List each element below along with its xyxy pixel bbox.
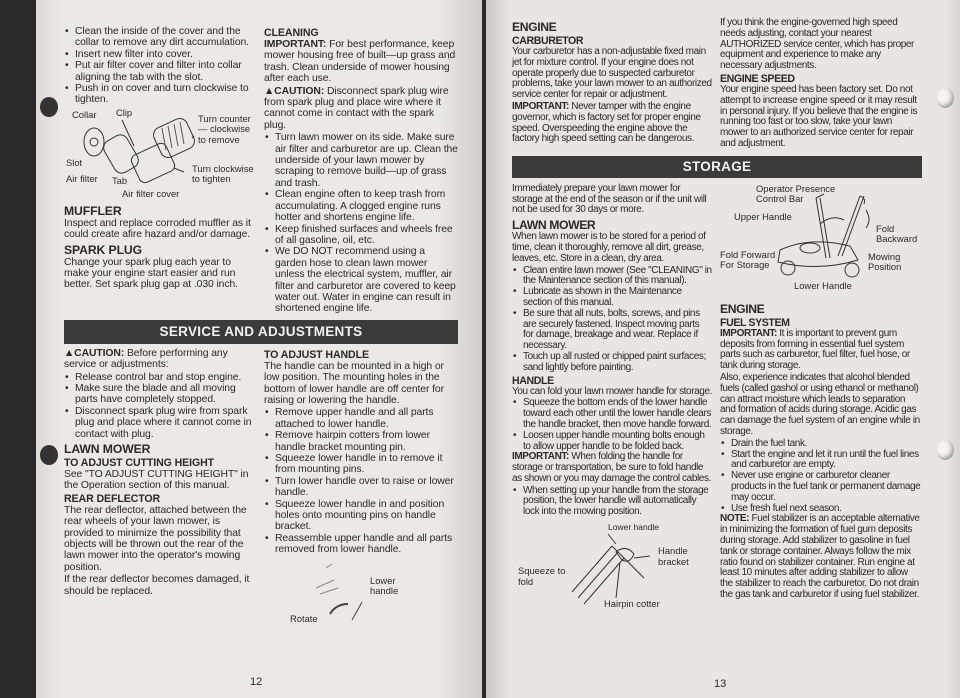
text: Make sure the blade and all moving parts have completely stopped. — [75, 382, 236, 406]
section-heading — [64, 493, 256, 505]
paragraph — [720, 514, 922, 600]
section-heading — [512, 20, 712, 34]
left-bottom-row — [64, 348, 458, 628]
section-heading — [64, 457, 256, 469]
label-fold-forward: Fold Forward For Storage — [720, 248, 776, 271]
text: FUEL SYSTEM — [720, 316, 790, 329]
text: LAWN MOWER — [512, 218, 596, 233]
bullet-item — [720, 471, 922, 503]
bullet-item — [264, 407, 458, 430]
text: Turn lawn mower on its side. Make sure air filter and carburetor are up. Clean the underside of your lawn mower by scraping to remove build—up of grass and trash. — [275, 132, 458, 189]
paragraph — [64, 469, 256, 492]
text: Lubricate as shown in the Maintenance section of this manual. — [523, 286, 682, 308]
text: Never use engine or carburetor cleaner products in the fuel tank or permanent damage may occur. — [731, 470, 921, 503]
text: Insert new filter into cover. — [75, 48, 193, 60]
right-top-row — [512, 18, 922, 151]
label-lower-handle: Lower handle — [370, 574, 399, 597]
label-air-filter: Air filter — [66, 172, 98, 184]
callout-label: NOTE: — [720, 513, 750, 525]
label-lower-handle: Lower handle — [608, 522, 660, 533]
text: Squeeze lower handle in and position holes onto mounting pins on handle bracket. — [275, 498, 445, 533]
label-fold-backward: Fold Backward — [876, 222, 918, 245]
text: Clean entire lawn mower (See "CLEANING" in the Maintenance section of this manual). — [523, 264, 712, 287]
text: Start the engine and let it run until the fuel lines and carburetor are empty. — [731, 448, 919, 471]
text: If the rear deflector becomes damaged, it should be replaced. — [64, 574, 250, 597]
text: REAR DEFLECTOR — [64, 492, 161, 505]
bullet-item — [64, 372, 256, 383]
text: ENGINE — [512, 20, 557, 34]
text: Keep finished surfaces and wheels free of all gasoline, oil, etc. — [275, 223, 453, 246]
right-page-content — [512, 18, 922, 610]
section-heading — [64, 442, 256, 456]
text: Inspect and replace corroded muffler as it could create afire hazard and/or damage. — [64, 217, 251, 241]
label-handle-bracket: Handle bracket — [658, 545, 689, 567]
text: Drain the fuel tank. — [731, 437, 807, 449]
label-squeeze-to-fold: Squeeze to fold — [518, 565, 566, 587]
paragraph — [64, 574, 256, 597]
text: The rear deflector, attached between the rear wheels of your lawn mower, is provided to minimize the possibility that objects will be thrown out the rear of the lawn mower into the operator's mowing position. — [64, 504, 247, 573]
label-hairpin-cotter: Hairpin cotter — [604, 598, 660, 610]
text: Put air filter cover and filter into collar aligning the tab with the slot. — [75, 60, 242, 83]
column-engine-speed — [720, 18, 922, 151]
callout-label: ▲CAUTION: — [64, 347, 125, 359]
column-caution-lawn-mower — [64, 348, 256, 598]
text: ENGINE — [720, 301, 765, 316]
paragraph — [264, 39, 458, 85]
text: Fuel stabilizer is an acceptable alternative in minimizing the formation of fuel gum deposits during storage. Add stabilizer to gasoline in fuel tank or storage container. Always follow the mix ratio found on stabilizer container. Run engine at least 10 minutes after adding stabilizer to allow the stabilizer to reach the carburetor. Do not drain the gas tank and carburetor if using fuel stabilizer. — [720, 513, 920, 600]
text: ENGINE SPEED — [720, 72, 795, 85]
paragraph — [264, 86, 458, 132]
column-muffler-sparkplug — [64, 202, 256, 292]
text: CLEANING — [264, 27, 319, 39]
label-turn-clockwise: Turn clockwise to tighten — [192, 162, 254, 185]
text: Clean engine often to keep trash from accumulating. A clogged engine runs hotter and shortens engine life. — [275, 189, 446, 224]
callout-label: IMPORTANT: — [512, 100, 569, 112]
bullet-item — [512, 309, 712, 352]
callout-label: IMPORTANT: — [720, 327, 777, 339]
text: Never tamper with the engine governor, which is factory set for proper engine speed. Overspeeding the engine above the factory high speed setting can be dangerous. — [512, 100, 701, 145]
column-fuel-system — [720, 300, 922, 602]
right-column-4 — [720, 184, 922, 602]
callout-label: ▲CAUTION: — [264, 85, 325, 97]
bullet-item — [512, 287, 712, 309]
mower-diagram — [720, 184, 922, 294]
text: Your carburetor has a non-adjustable fixed main jet for mixture control. If your engine does not operate properly due to suspected carburetor problems, take your lawn mower to an authorized service center for repair or adjustment. — [512, 46, 712, 101]
text: When setting up your handle from the storage position, the lower handle will automatically lock into the mowing position. — [523, 484, 709, 518]
paragraph — [512, 184, 712, 216]
column-cleaning — [264, 26, 458, 315]
text: HANDLE — [512, 374, 554, 387]
paragraph — [512, 452, 712, 484]
label-mowing-position: Mowing Position — [868, 250, 902, 273]
paragraph — [512, 387, 712, 398]
section-banner-service: SERVICE AND ADJUSTMENTS — [64, 320, 458, 344]
text: The handle can be mounted in a high or low position. The mounting holes in the bottom of lower handle are off center for raising or lowering the handle. — [264, 360, 444, 406]
text: Your engine speed has been factory set. Do not attempt to increase engine speed or it may result in personal injury. If you believe that the engine is running too fast or too slow, take your lawn mower to an authorized service center for repair and adjustment. — [720, 83, 918, 149]
left-column-1 — [64, 26, 256, 292]
bullet-item — [720, 450, 922, 472]
page-number: 12 — [250, 676, 263, 688]
handle-rotate-diagram — [264, 562, 458, 628]
text: If you think the engine-governed high speed needs adjusting, contact your nearest AUTHORIZED service center, which has proper equipment and experience to make any necessary adjustments. — [720, 17, 914, 72]
section-heading — [264, 349, 458, 361]
section-heading — [720, 302, 922, 316]
text: Squeeze lower handle in to remove it from mounting pins. — [275, 453, 443, 476]
text: Disconnect spark plug wire from spark plug and place wire where it cannot come in contact with the spark plug. — [264, 85, 449, 131]
paragraph — [720, 329, 922, 372]
paragraph — [64, 218, 256, 241]
label-turn-counter: Turn counter— clockwise to remove — [198, 112, 251, 145]
section-banner-storage: STORAGE — [512, 156, 922, 178]
paragraph — [720, 85, 922, 150]
label-operator-presence-control-bar: Operator Presence Control Bar — [756, 182, 836, 205]
text: SPARK PLUG — [64, 242, 142, 257]
bullet-item — [512, 266, 712, 288]
text: Remove upper handle and all parts attached to lower handle. — [275, 407, 434, 430]
text: You can fold your lawn mower handle for storage. — [512, 385, 713, 397]
paragraph — [64, 348, 256, 371]
text: We DO NOT recommend using a garden hose to clean lawn mower unless the electrical system, muffler, air filter and carburetor are covered to keep water out. Water in engine can result in shortened engine life. — [275, 246, 456, 315]
bullet-item — [264, 476, 458, 499]
bullet-item — [64, 406, 256, 440]
text: For best performance, keep mower housing free of built—up grass and trash. Clean underside of mower housing after each use. — [264, 39, 456, 85]
bullet-item — [264, 189, 458, 223]
text: When folding the handle for storage or transportation, be sure to fold handle as shown or you may damage the control cables. — [512, 451, 711, 484]
label-rotate: Rotate — [290, 612, 318, 624]
section-heading — [64, 204, 256, 218]
punch-hole — [40, 97, 58, 117]
text: TO ADJUST HANDLE — [264, 348, 369, 361]
text: Push in on cover and turn clockwise to tighten. — [75, 83, 249, 106]
text: Touch up all rusted or chipped paint surfaces; sand lightly before painting. — [523, 350, 706, 373]
text: Turn lower handle over to raise or lower handle. — [275, 475, 454, 499]
paragraph — [512, 47, 712, 101]
bullet-item — [264, 499, 458, 533]
label-slot: Slot — [66, 156, 83, 168]
paragraph — [64, 257, 256, 291]
bullet-item — [264, 430, 458, 453]
bullet-item — [264, 453, 458, 476]
text: It is important to prevent gum deposits from forming in essential fuel system parts such as carburetor, fuel filter, fuel hose, or tank during storage. — [720, 327, 910, 372]
paragraph — [512, 232, 712, 264]
column-carburetor — [512, 18, 712, 146]
text: Immediately prepare your lawn mower for storage at the end of the season or if the unit will not be used for 30 days or more. — [512, 182, 707, 216]
text: Clean the inside of the cover and the collar to remove any dirt accumulation. — [75, 26, 249, 49]
bullet-item — [512, 398, 712, 430]
section-heading — [512, 218, 712, 232]
label-tab: Tab — [112, 174, 128, 186]
bullet-item — [64, 383, 256, 406]
left-page-content — [64, 26, 458, 628]
punch-hole — [936, 440, 954, 460]
section-heading — [264, 27, 458, 39]
air-filter-diagram — [64, 108, 256, 200]
text: CARBURETOR — [512, 35, 584, 47]
text: Use fresh fuel next season. — [731, 502, 842, 514]
paragraph — [64, 505, 256, 573]
section-heading — [64, 243, 256, 257]
label-lower-handle: Lower Handle — [794, 279, 852, 291]
punch-hole — [40, 445, 58, 465]
label-upper-handle: Upper Handle — [734, 210, 792, 222]
text: MUFFLER — [64, 203, 122, 218]
label-air-filter-cover: Air filter cover — [122, 187, 180, 199]
text: Loosen upper handle mounting bolts enough to allow upper handle to be folded back. — [523, 429, 705, 452]
text: When lawn mower is to be stored for a period of time, clean it thoroughly, remove all dirt, grease, leaves, etc. Store in a clean, dry area. — [512, 231, 706, 264]
callout-label: IMPORTANT: — [264, 39, 327, 50]
punch-hole — [936, 88, 954, 108]
text: Release control bar and stop engine. — [75, 371, 242, 383]
text: Change your spark plug each year to make your engine start easier and run better. Set spark plug gap at .030 inch. — [64, 256, 238, 291]
bullet-item — [264, 224, 458, 247]
left-top-row — [64, 26, 458, 315]
text: Reassemble upper handle and all parts removed from lower handle. — [275, 532, 453, 556]
column-storage-lawn-mower — [512, 184, 712, 518]
text: Also, experience indicates that alcohol blended fuels (called gashol or using ethanol or methanol) can attract moisture which leads to separation and formation of acids during storage. Acidic gas can damage the fuel system of an engine while in storage. — [720, 371, 920, 437]
text: Squeeze the bottom ends of the lower handle toward each other until the lower handle clears the handle bracket, then move handle forward. — [523, 397, 712, 430]
bullet-item — [64, 60, 256, 83]
bullet-item — [720, 504, 922, 515]
bullet-item — [64, 26, 256, 49]
column-adjust-handle — [264, 348, 458, 556]
text: LAWN MOWER — [64, 442, 151, 456]
page-number: 13 — [714, 678, 727, 690]
text: Remove hairpin cotters from lower handle bracket mounting pin. — [275, 430, 430, 453]
bullet-item — [512, 352, 712, 374]
paragraph — [720, 18, 922, 72]
text: See "TO ADJUST CUTTING HEIGHT" in the Operation section of this manual. — [64, 469, 249, 492]
text: Before performing any service or adjustments: — [64, 347, 228, 371]
bullet-item — [512, 431, 712, 453]
label-clip: Clip — [116, 106, 133, 118]
text: Be sure that all nuts, bolts, screws, and pins are securely fastened. Inspect moving parts for damage, breakage and wear. Replace if necessary. — [523, 307, 700, 352]
left-column-4 — [264, 348, 458, 628]
callout-label: IMPORTANT: — [512, 451, 569, 463]
right-column-3 — [512, 184, 712, 610]
text: TO ADJUST CUTTING HEIGHT — [64, 457, 215, 469]
paragraph — [264, 361, 458, 407]
paragraph — [720, 373, 922, 438]
bullet-item — [64, 83, 256, 106]
bullet-item — [264, 132, 458, 189]
column-air-filter-steps — [64, 26, 256, 106]
bullet-item — [512, 486, 712, 518]
bullet-item — [264, 533, 458, 556]
bullet-item — [264, 246, 458, 314]
paragraph — [512, 102, 712, 145]
right-bottom-row — [512, 184, 922, 610]
bullet-item — [64, 49, 256, 60]
text: Disconnect spark plug wire from spark plug and place where it cannot come in contact with plug. — [75, 405, 252, 440]
fold-handle-diagram — [512, 522, 712, 610]
label-collar: Collar — [72, 108, 97, 120]
